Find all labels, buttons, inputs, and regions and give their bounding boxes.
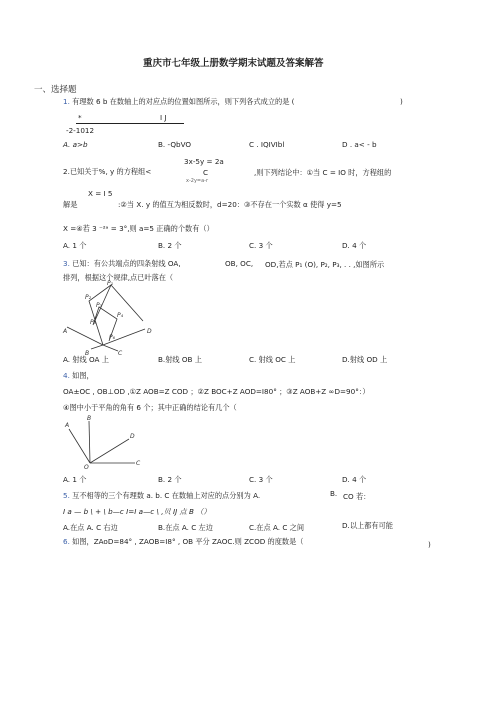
q1-option-c[interactable]: C . IQIVIbl — [249, 140, 285, 149]
q2-option-c[interactable]: C. 3 个 — [249, 241, 273, 250]
q4-label-a: A — [65, 422, 70, 429]
q4-label-d: D — [130, 433, 135, 440]
q2-option-d[interactable]: D. 4 个 — [342, 241, 367, 250]
q1-stem — [63, 97, 295, 106]
q3-ray-ob — [91, 345, 103, 349]
q4-ray-od — [90, 439, 129, 463]
q1-figure-label: I J — [160, 113, 167, 122]
q3-option-a[interactable]: A. 射线 OA 上 — [63, 355, 109, 364]
q2-system-line1: 3x-5y = 2a — [184, 157, 224, 166]
q3-label-p5: P₅ — [90, 319, 97, 326]
q3-number: 3. — [63, 259, 70, 268]
q4-stem — [63, 371, 94, 380]
q6-number: 6. — [63, 537, 70, 546]
q2-solution-top: X = I 5 — [88, 189, 113, 198]
q1-option-d[interactable]: D . a< - b — [342, 140, 377, 149]
q4-number: 4. — [63, 371, 70, 380]
q3-stem-cont2: OD,若点 P₁ (O), P₂, P₃, . . ,如图所示 — [265, 260, 385, 269]
q5-option-c[interactable]: C.在点 A. C 之间 — [249, 523, 305, 532]
q3-label-c: C — [118, 350, 123, 357]
q3-segment — [111, 285, 143, 321]
q3-text: 已知：有公共端点的四条射线 OA, — [72, 259, 181, 268]
q5-option-b[interactable]: B.在点 A. C 左边 — [158, 523, 213, 532]
q1-option-b[interactable]: B. -QbVO — [158, 140, 192, 149]
q3-label-b: B — [85, 350, 90, 357]
q6-stem — [63, 537, 303, 546]
q4-label-c: C — [136, 460, 141, 467]
q1-figure-star: * — [78, 113, 82, 122]
section-heading: 一、选择题 — [34, 85, 77, 95]
q3-stem-cont: OB, OC, — [225, 259, 254, 268]
q3-ray-oc — [103, 345, 118, 351]
q2-option-a[interactable]: A. 1 个 — [63, 241, 87, 250]
q3-label-a: A — [63, 328, 68, 335]
page-title: 重庆市七年级上册数学期末试题及答案解答 — [143, 58, 324, 69]
q1-option-a[interactable]: A. a>b — [63, 140, 88, 149]
q3-option-c[interactable]: C. 射线 OC 上 — [249, 355, 296, 364]
q2-stem-cont2: :②当 X. y 的值互为相反数时，d=20：③不存在一个实数 α 使得 y=5 — [118, 200, 342, 209]
q4-text: 如图， — [72, 371, 94, 380]
q5-option-a[interactable]: A.在点 A. C 右边 — [63, 523, 118, 532]
q5-stem — [63, 491, 260, 500]
q2-solution-label: 解是 — [63, 200, 78, 209]
q4-option-a[interactable]: A. 1 个 — [63, 475, 87, 484]
q2-system-line2: C — [203, 168, 209, 177]
q3-label-p2: P₂ — [85, 294, 92, 301]
q3-stem — [63, 259, 181, 268]
q3-label-p4: P₄ — [117, 312, 124, 319]
q4-ray-ob — [89, 421, 90, 463]
q1-number: 1. — [63, 97, 70, 106]
q4-stem-cont: OA±OC , OB⊥OD ,①Z AOB=Z COD ；②Z BOC+Z AOD=I80° ；③Z AOB+Z ∞D=90°：） — [63, 387, 370, 396]
q4-option-c[interactable]: C. 3 个 — [249, 475, 273, 484]
q5-option-d[interactable]: D.以上都有可能 — [342, 521, 393, 530]
q2-system-line3: x-2y=a-r — [186, 178, 209, 184]
q3-option-b[interactable]: B.射线 OB 上 — [158, 355, 202, 364]
q1-number-line — [76, 123, 184, 124]
q2-stem-cont: ,则下列结论中：①当 C = IO 时，方程组的 — [254, 168, 392, 177]
q3-stem-cont3: 排列，根据这个规律,点已叶落在（ — [63, 273, 174, 282]
q4-ray-oa — [69, 429, 90, 463]
q1-text: 有理数 6 b 在数轴上的对应点的位置如图所示，则下列各式成立的是 ( — [72, 97, 295, 106]
q3-label-p3: P₃ — [96, 302, 103, 309]
q4-figure — [63, 415, 143, 470]
q3-figure — [63, 280, 163, 357]
q4-option-b[interactable]: B. 2 个 — [158, 475, 182, 484]
q5-condition: I a — b \ + \ b—c I=I a—c \ ,贝 IJ 点 B （） — [63, 507, 211, 516]
q3-ray-oa — [67, 327, 103, 345]
q1-figure-ticks: -2-1012 — [66, 126, 95, 135]
q3-label-p6: P₆ — [109, 334, 116, 341]
q4-label-b: B — [87, 415, 92, 422]
q2-stem: 2.已知关于%, y 的方程组< — [63, 167, 152, 176]
q2-stem-cont3: X =④若 3 ⁻²ᵃ = 3°,则 a=5 正确的个数有（） — [63, 224, 214, 233]
q5-stem-cont2: CO 若： — [343, 492, 371, 501]
q2-option-b[interactable]: B. 2 个 — [158, 241, 182, 250]
q4-option-d[interactable]: D. 4 个 — [342, 475, 367, 484]
q4-stem-cont2: ④图中小于平角的角有 6 个；其中正确的结论有几个（ — [63, 403, 237, 412]
q6-text: 如图，ZAoD=84° , ZAOB=I8° , OB 平分 ZAOC.则 ZCOD 的度数是（ — [72, 537, 304, 546]
q3-label-d: D — [147, 328, 152, 335]
q6-paren-close: ) — [428, 540, 431, 549]
q3-label-p1: P₁ — [107, 280, 114, 287]
q4-label-o: O — [84, 464, 89, 471]
q3-option-d[interactable]: D.射线 OD 上 — [342, 355, 388, 364]
q5-number: 5. — [63, 491, 70, 500]
q1-paren-close: ) — [400, 97, 403, 106]
q5-stem-cont: B. — [330, 489, 338, 498]
q5-text: 互不相等的三个有理数 a. b. C 在数轴上对应的点分别为 A. — [72, 491, 261, 500]
